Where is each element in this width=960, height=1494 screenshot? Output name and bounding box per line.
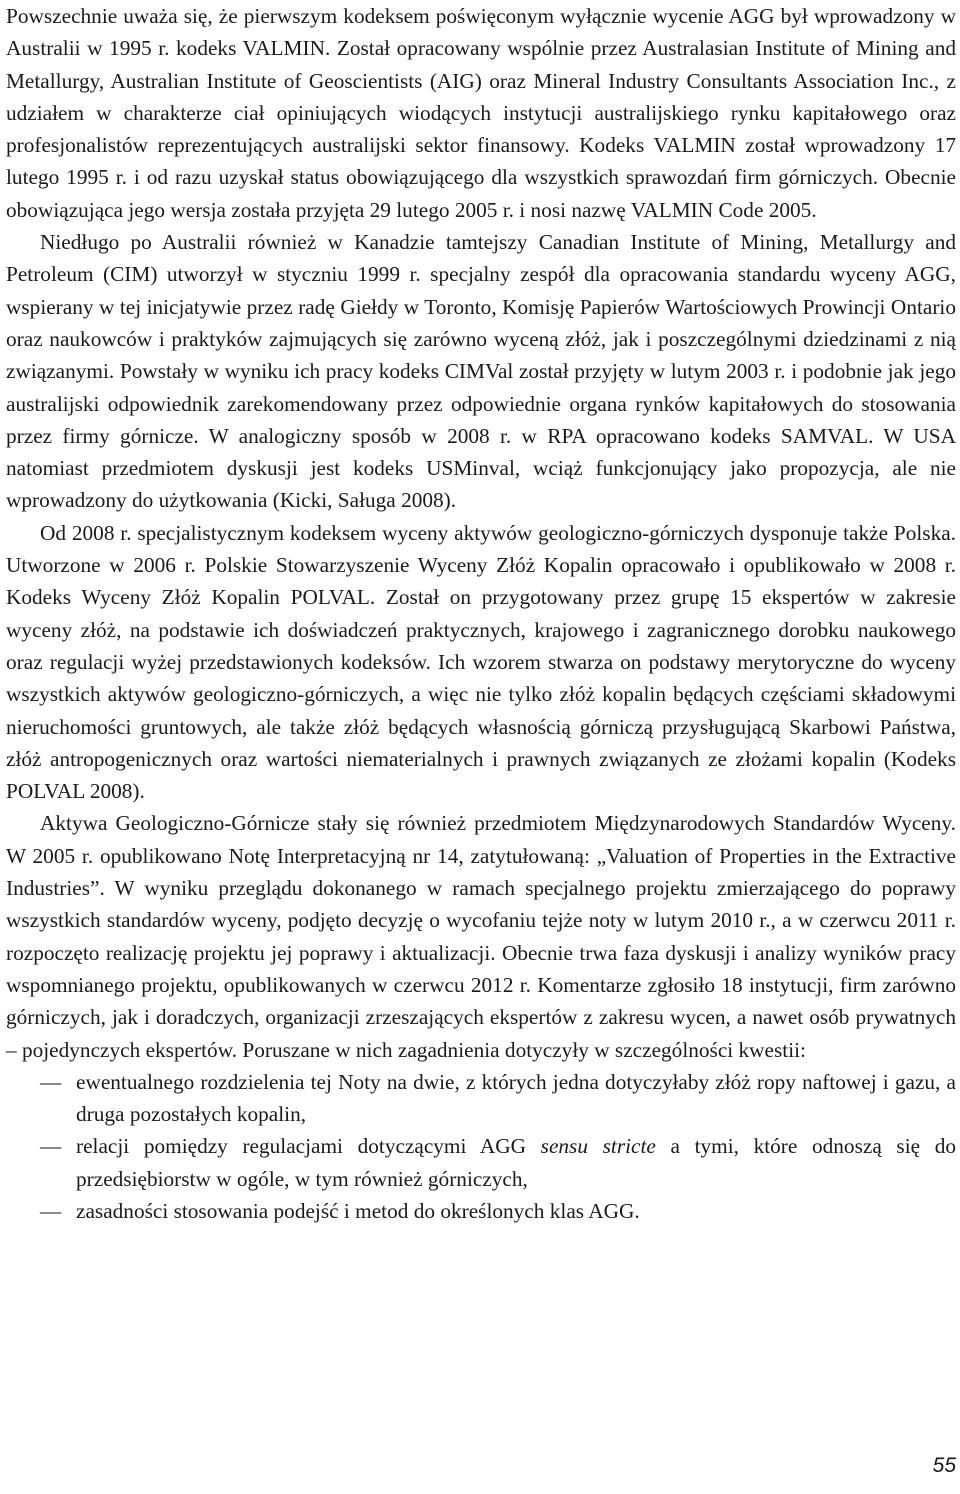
paragraph-valmin: Powszechnie uważa się, że pierwszym kodeksem poświęconym wyłącznie wycenie AGG był wprowadzony w Australii w 1995 r. kodeks VALMIN. Został opracowany wspólnie przez Australasian Institute of Mining and Metallurgy, Australian Institute of Geoscientists (AIG) oraz Mineral Industry Consultants Association Inc., z udziałem w charakterze ciał opiniujących wiodących instytucji australijskiego rynku kapitałowego oraz profesjonalistów reprezentujących australijski sektor finansowy. Kodeks VALMIN został wprowadzony 17 lutego 1995 r. i od razu uzyskał status obowiązującego dla wszystkich sprawozdań firm górniczych. Obecnie obowiązująca jego wersja została przyjęta 29 lutego 2005 r. i nosi nazwę VALMIN Code 2005. <box>6 4 956 222</box>
dash-marker: — <box>40 1069 62 1094</box>
list-item-text: ewentualnego rozdzielenia tej Noty na dwie, z których jedna dotyczyłaby złóż ropy naftowej i gazu, a druga pozostałych kopalin, <box>76 1069 956 1127</box>
list-item <box>6 1130 956 1195</box>
list-item-text: a tymi, które odnoszą się do przedsiębiorstw w ogóle, w tym również górniczych, <box>76 1134 956 1191</box>
paragraph-ivs: Aktywa Geologiczno-Górnicze stały się również przedmiotem Międzynarodowych Standardów Wyceny. W 2005 r. opublikowano Notę Interpretacyjną nr 14, zatytułowaną: „Valuation of Properties in the Extractive Industries”. W wyniku przeglądu dokonanego w ramach specjalnego projektu zmierzającego do poprawy wszystkich standardów wyceny, podjęto decyzję o wycofaniu tejże noty w lutym 2010 r., a w czerwcu 2011 r. rozpoczęto realizację projektu jej poprawy i aktualizacji. Obecnie trwa faza dyskusji i analizy wyników pracy wspomnianego projektu, opublikowanych w czerwcu 2012 r. Komentarze zgłosiło 18 instytucji, firm zarówno górniczych, jak i doradczych, organizacji zrzeszających ekspertów z zakresu wycen, a nawet osób prywatnych – pojedynczych ekspertów. Poruszane w nich zagadnienia dotyczyły w szczególności kwestii: <box>6 811 956 1062</box>
list-item <box>6 1195 956 1227</box>
page-number: 55 <box>932 1454 956 1477</box>
list-item <box>6 1066 956 1131</box>
document-page <box>6 0 956 1227</box>
paragraph-polval: Od 2008 r. specjalistycznym kodeksem wyceny aktywów geologiczno-górniczych dysponuje także Polska. Utworzone w 2006 r. Polskie Stowarzyszenie Wyceny Złóż Kopalin opracowało i opublikowało w 2008 r. Kodeks Wyceny Złóż Kopalin POLVAL. Został on przygotowany przez grupę 15 ekspertów w zakresie wyceny złóż, na podstawie ich doświadczeń praktycznych, krajowego i zagranicznego dorobku naukowego oraz regulacji wyżej przedstawionych kodeksów. Ich wzorem stwarza on podstawy merytoryczne do wyceny wszystkich aktywów geologiczno-górniczych, a więc nie tylko złóż kopalin będących częściami składowymi nieruchomości gruntowych, ale także złóż będących własnością górniczą przysługującą Skarbowi Państwa, złóż antropogenicznych oraz wartości niematerialnych i prawnych związanych ze złożami kopalin (Kodeks POLVAL 2008). <box>6 520 956 804</box>
issues-list <box>6 1066 956 1227</box>
dash-marker: — <box>40 1198 62 1223</box>
dash-marker: — <box>40 1134 62 1159</box>
paragraph-cimval: Niedługo po Australii również w Kanadzie tamtejszy Canadian Institute of Mining, Metallurgy and Petroleum (CIM) utworzył w styczniu 1999 r. specjalny zespół dla opracowania standardu wyceny AGG, wspierany w tej inicjatywie przez radę Giełdy w Toronto, Komisję Papierów Wartościowych Prowincji Ontario oraz naukowców i praktyków zajmujących się zarówno wyceną złóż, jak i poszczególnymi dziedzinami z nią związanymi. Powstały w wyniku ich pracy kodeks CIMVal został przyjęty w lutym 2003 r. i podobnie jak jego australijski odpowiednik zarekomendowany przez odpowiednie organa rynków kapitałowych do stosowania przez firmy górnicze. W analogiczny sposób w 2008 r. w RPA opracowano kodeks SAMVAL. W USA natomiast przedmiotem dyskusji jest kodeks USMinval, wciąż funkcjonujący jako propozycja, ale nie wprowadzony do użytkowania (Kicki, Saługa 2008). <box>6 230 956 513</box>
list-item-text: zasadności stosowania podejść i metod do określonych klas AGG. <box>76 1198 640 1223</box>
list-item-text: relacji pomiędzy regulacjami dotyczącymi AGG <box>76 1134 541 1159</box>
latin-term: sensu stricte <box>540 1134 656 1159</box>
